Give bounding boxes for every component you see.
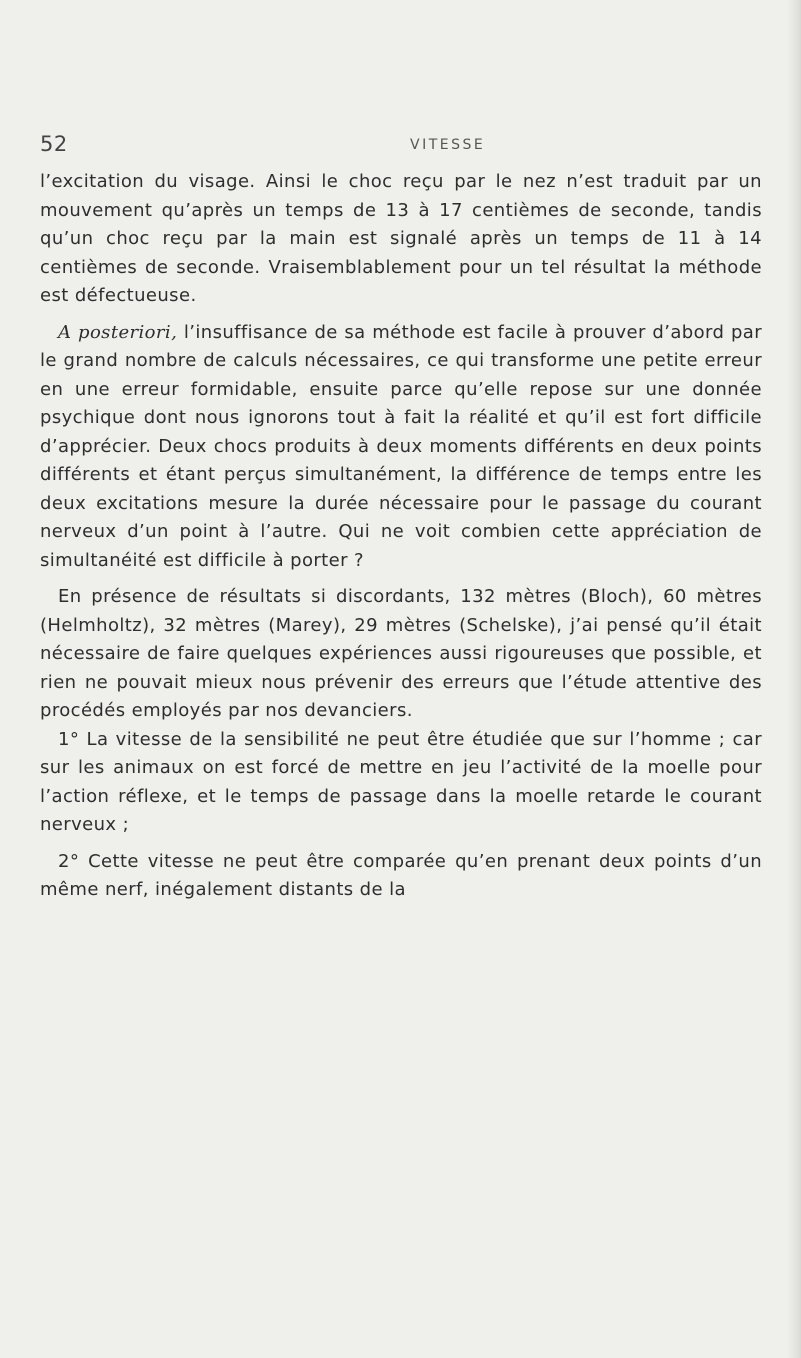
italic-lead: A posteriori, (58, 321, 178, 343)
paragraph-5: 2° Cette vitesse ne peut être comparée qu’en prenant deux points d’un même nerf, inégalement distants de la (40, 850, 762, 900)
running-head: VITESSE (410, 137, 486, 153)
paragraph-3: En présence de résultats si discordants, 132 mètres (Bloch), 60 mètres (Helmholtz), 32 mètres (Marey), 29 mètres (Schelske), j’ai pensé qu’il était nécessaire de faire quelques expériences aussi rigoureuses que possible, et rien ne pouvait mieux nous prévenir des erreurs que l’étude attentive des procédés employés par nos devanciers. (40, 586, 762, 721)
paragraph-2 (40, 319, 762, 576)
page-edge-shadow (787, 0, 801, 1358)
page-header (40, 132, 760, 162)
page-number: 52 (40, 132, 68, 156)
paragraph-1: l’excitation du visage. Ainsi le choc reçu par le nez n’est traduit par un mouvement qu’après un temps de 13 à 17 centièmes de seconde, tandis qu’un choc reçu par la main est signalé après un temps de 11 à 14 centièmes de seconde. Vraisemblablement pour un tel résultat la méthode est défectueuse. (40, 171, 762, 306)
paragraph-2-text: l’insuffisance de sa méthode est facile à prouver d’abord par le grand nombre de calculs nécessaires, ce qui transforme une petite erreur en une erreur formidable, ensuite parce qu’elle repose sur une donnée psychique dont nous ignorons tout à fait la réalité et qu’il est fort difficile d’apprécier. Deux chocs produits à deux moments différents en deux points différents et étant perçus simultanément, la différence de temps entre les deux excitations mesure la durée nécessaire pour le passage du courant nerveux d’un point à l’autre. Qui ne voit combien cette appréciation de simultanéité est difficile à porter ? (40, 321, 763, 571)
paragraph-4: 1° La vitesse de la sensibilité ne peut être étudiée que sur l’homme ; car sur les animaux on est forcé de mettre en jeu l’activité de la moelle pour l’action réflexe, et le temps de passage dans la moelle retarde le courant nerveux ; (40, 728, 762, 835)
body-text (40, 168, 762, 905)
